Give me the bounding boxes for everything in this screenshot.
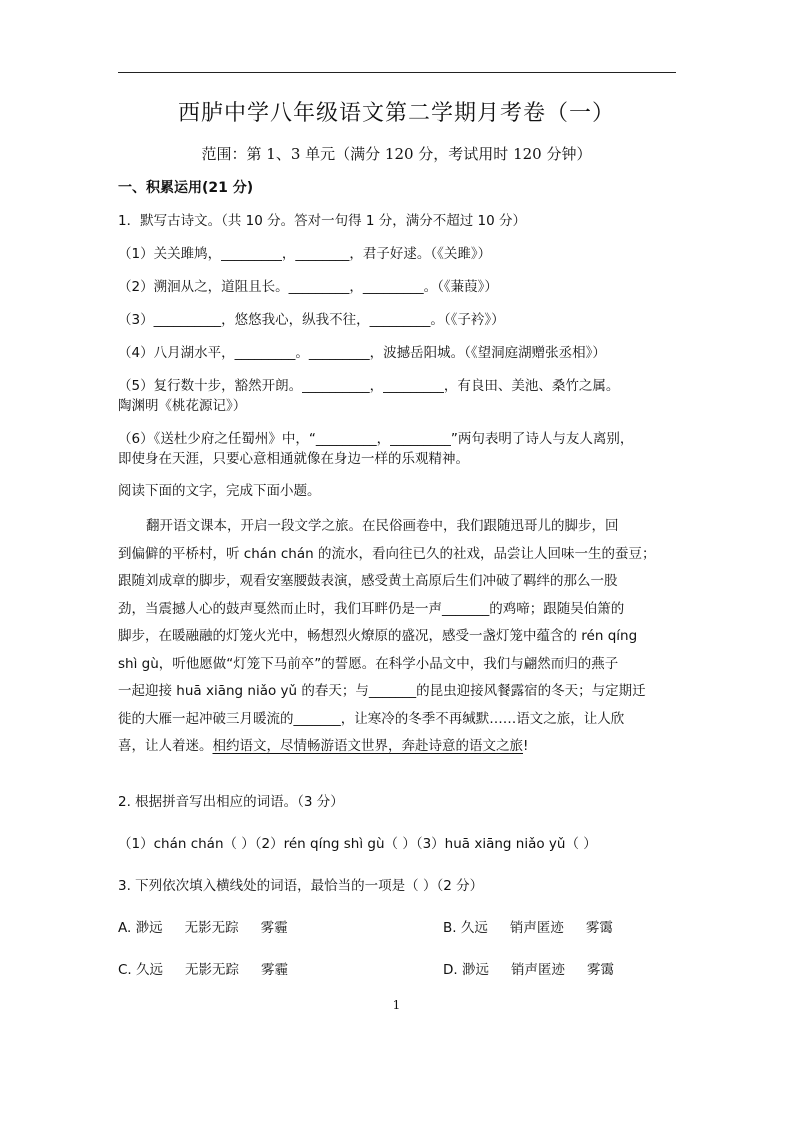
passage-end: ! (523, 738, 529, 754)
option-a (118, 916, 310, 936)
option-letter: B. 久远 (443, 920, 488, 936)
option-b (443, 916, 635, 936)
underlined-sentence: 相约语文，尽情畅游语文世界，奔赴诗意的语文之旅 (212, 738, 523, 754)
passage-line-last (118, 733, 658, 761)
passage-line: 到偏僻的平桥村，听 chán chán 的流水，看向往已久的社戏，品尝让人回味一生的蚕豆； (118, 545, 656, 562)
option-word: 销声匿迹 (510, 962, 565, 978)
option-letter: C. 久远 (118, 962, 164, 978)
q1-item-4: （4）八月湖水平，_________。_________，波撼岳阳城。（《望洞庭湖赠张丞相》） (118, 345, 606, 361)
option-word: 雾霭 (586, 962, 614, 978)
q1-item-5: （5）复行数十步，豁然开朗。__________，_________，有良田、美池、桑竹之属。 (118, 378, 620, 394)
q1-item-5-cont: 陶渊明《桃花源记》） (118, 398, 247, 414)
q1-item-1: （1）关关雎鸠，_________，________，君子好逑。（《关雎》） (118, 246, 492, 262)
header-rule (118, 72, 676, 73)
option-word: 雾霾 (260, 920, 288, 936)
question-3: 3. 下列依次填入横线处的词语，最恰当的一项是（ ）（2 分） (118, 878, 484, 894)
option-letter: D. 渺远 (443, 962, 489, 978)
option-word: 雾霭 (585, 920, 613, 936)
passage-line: 劲，当震撼人心的鼓声戛然而止时，我们耳畔仍是一声_______的鸡啼；跟随吴伯箫的 (118, 600, 625, 617)
question-1: 1．默写古诗文。（共 10 分。答对一句得 1 分，满分不超过 10 分） (118, 213, 527, 229)
option-word: 无影无踪 (184, 920, 239, 936)
page-subtitle: 范围：第 1、3 单元（满分 120 分，考试用时 120 分钟） (201, 145, 592, 163)
passage-line: 跟随刘成章的脚步，观看安塞腰鼓表演，感受黄土高原后生们冲破了羁绊的那么一股 (118, 573, 618, 589)
page-title: 西胪中学八年级语文第二学期月考卷（一） (177, 101, 615, 126)
page-number: 1 (392, 998, 401, 1012)
q1-item-6: （6）《送杜少府之任蜀州》中，“_________，_________”两句表明了诗人与友人离别， (118, 431, 634, 447)
option-word: 雾霾 (261, 962, 289, 978)
q1-item-2: （2）溯洄从之，道阻且长。_________，_________。（《蒹葭》） (118, 279, 498, 295)
option-word: 销声匿迹 (509, 920, 564, 936)
passage-line: 脚步，在暖融融的灯笼火光中，畅想烈火燎原的盛况，感受一盏灯笼中蕴含的 rén qíng (118, 628, 638, 644)
q2-blanks: （1）chán chán（ ）（2）rén qíng shì gù（ ）（3）huā xiāng niǎo yǔ（ ） (118, 836, 597, 852)
passage-line: 徙的大雁一起冲破三月暖流的_______，让寒冷的冬季不再缄默……语文之旅，让人欣 (118, 710, 625, 727)
q1-item-6-cont: 即使身在天涯，只要心意相通就像在身边一样的乐观精神。 (118, 451, 469, 467)
passage-line: 一起迎接 huā xiāng niǎo yǔ 的春天；与_______的昆虫迎接风餐露宿的冬天；与定期迁 (118, 683, 646, 699)
q1-item-3: （3）__________，悠悠我心，纵我不往，_________。（《子衿》） (118, 312, 505, 328)
passage-line: shì gù，听他愿做“灯笼下马前卒”的誓愿。在科学小品文中，我们与翩然而归的燕子 (118, 655, 619, 672)
reading-intro: 阅读下面的文字，完成下面小题。 (118, 483, 321, 499)
option-word: 无影无踪 (185, 962, 240, 978)
passage-text: 喜，让人着迷。 (118, 738, 213, 754)
reading-passage (118, 513, 658, 761)
option-d (443, 958, 636, 978)
passage-line: 翻开语文课本，开启一段文学之旅。在民俗画卷中，我们跟随迅哥儿的脚步，回 (146, 518, 619, 534)
option-c (118, 958, 310, 978)
option-letter: A. 渺远 (118, 920, 163, 936)
section-heading: 一、积累运用(21 分) (118, 180, 254, 196)
question-2: 2. 根据拼音写出相应的词语。（3 分） (118, 794, 344, 810)
